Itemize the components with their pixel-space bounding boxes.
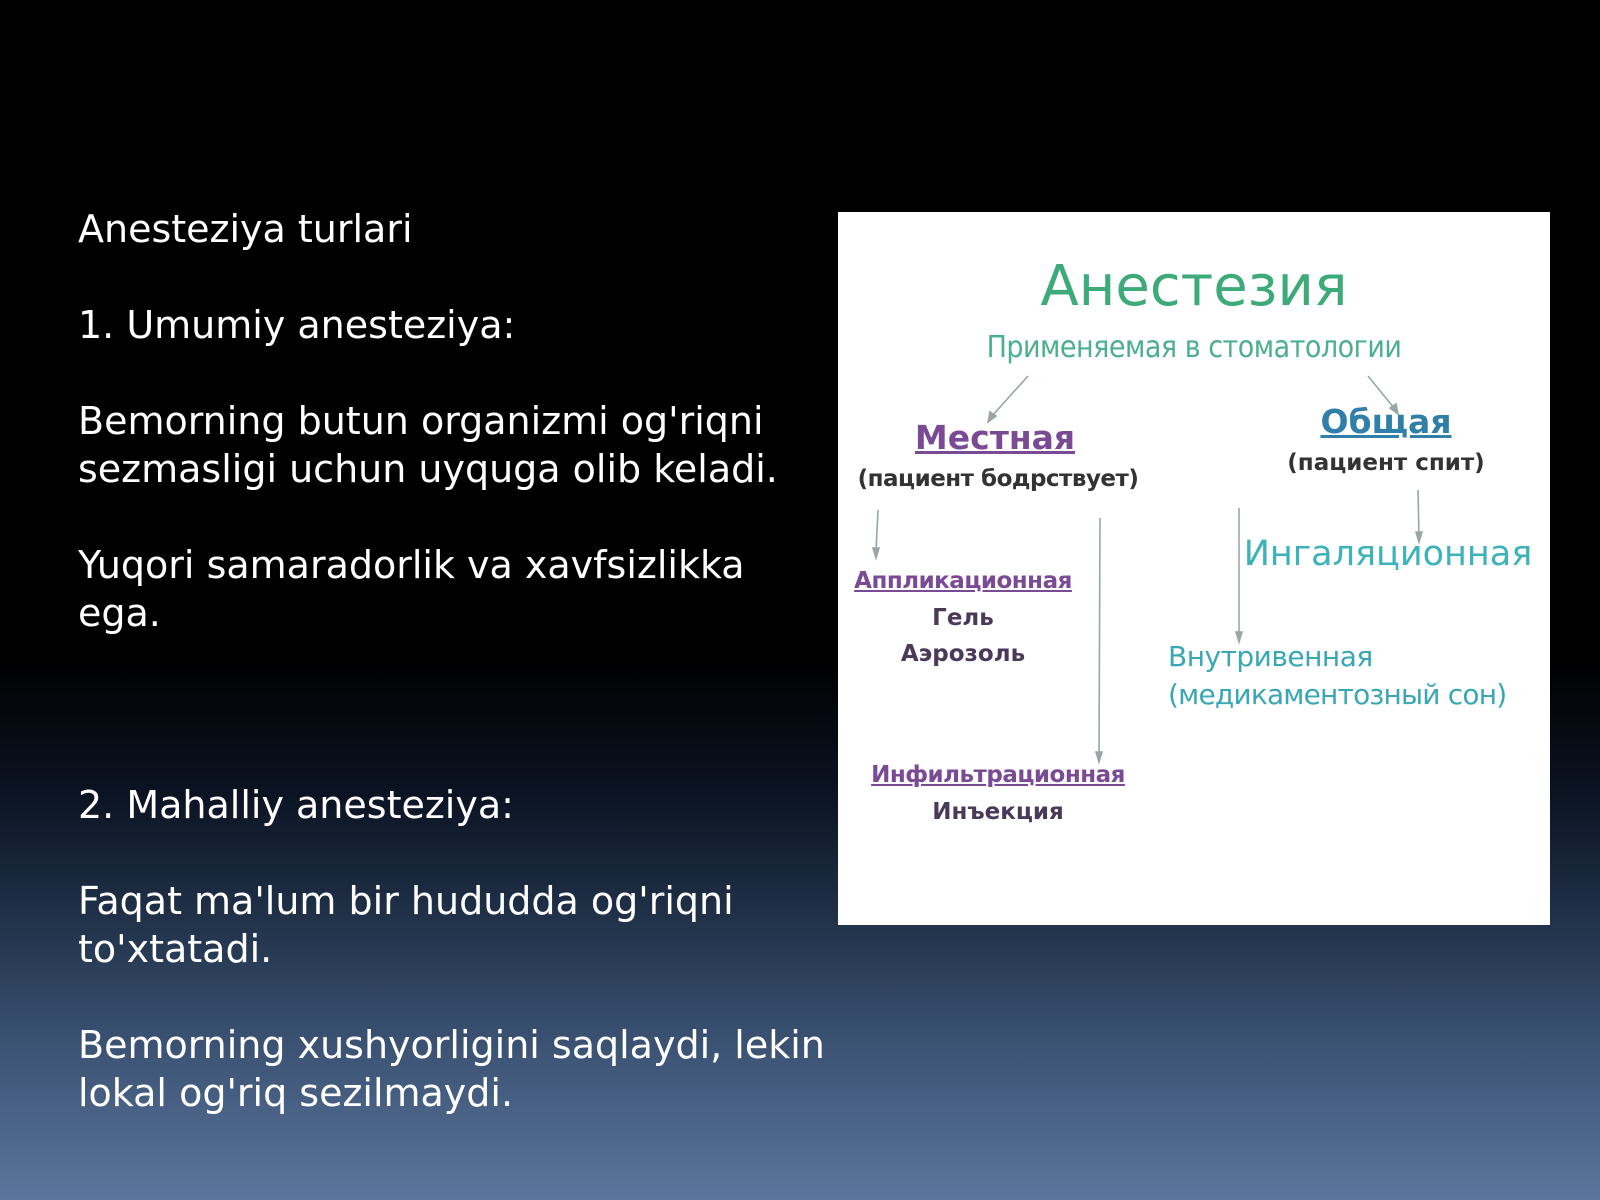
anesthesia-diagram <box>838 212 1550 925</box>
arrow-title-to-local <box>992 376 1028 416</box>
diagram-subtitle: Применяемая в стоматологии <box>986 330 1402 365</box>
local-anesthesia-description: Faqat ma'lum bir hududda og'riqni to'xtatadi. <box>78 879 734 971</box>
arrow-local-to-infiltration <box>1099 518 1100 756</box>
arrow-head-local-to-infiltration <box>1096 752 1102 762</box>
local-anesthesia-heading: 2. Mahalliy anesteziya: <box>78 783 514 827</box>
general-anesthesia-description: Bemorning butun organizmi og'riqni sezmasligi uchun uyquga olib keladi. <box>78 399 778 491</box>
application-item-aerosol: Аэрозоль <box>900 641 1026 667</box>
infiltration-item-injection: Инъекция <box>932 799 1064 825</box>
application-anesthesia-label: Аппликационная <box>854 568 1072 594</box>
arrow-head-local-to-application <box>873 548 879 558</box>
slide-heading: Anesteziya turlari <box>78 207 413 251</box>
general-anesthesia-heading: 1. Umumiy anesteziya: <box>78 303 516 347</box>
diagram-title: Анестезия <box>1040 254 1348 319</box>
inhalation-anesthesia-label: Ингаляционная <box>1243 534 1533 574</box>
intravenous-anesthesia-note: (медикаментозный сон) <box>1168 678 1507 711</box>
arrow-general-to-inhalation <box>1418 490 1419 536</box>
local-anesthesia-note: Bemorning xushyorligini saqlaydi, lekin lokal og'riq sezilmaydi. <box>78 1023 825 1115</box>
general-anesthesia-sublabel: (пациент спит) <box>1287 450 1485 476</box>
intravenous-anesthesia-label: Внутривенная <box>1168 640 1373 673</box>
arrow-local-to-application <box>876 510 878 552</box>
local-anesthesia-label: Местная <box>914 418 1076 457</box>
slide-text-block <box>78 205 838 1117</box>
local-anesthesia-sublabel: (пациент бодрствует) <box>857 466 1139 492</box>
application-item-gel: Гель <box>932 605 994 631</box>
general-anesthesia-label: Общая <box>1320 402 1452 441</box>
infiltration-anesthesia-label: Инфильтрационная <box>871 762 1125 788</box>
general-anesthesia-note: Yuqori samaradorlik va xavfsizlikka ega. <box>78 543 745 635</box>
